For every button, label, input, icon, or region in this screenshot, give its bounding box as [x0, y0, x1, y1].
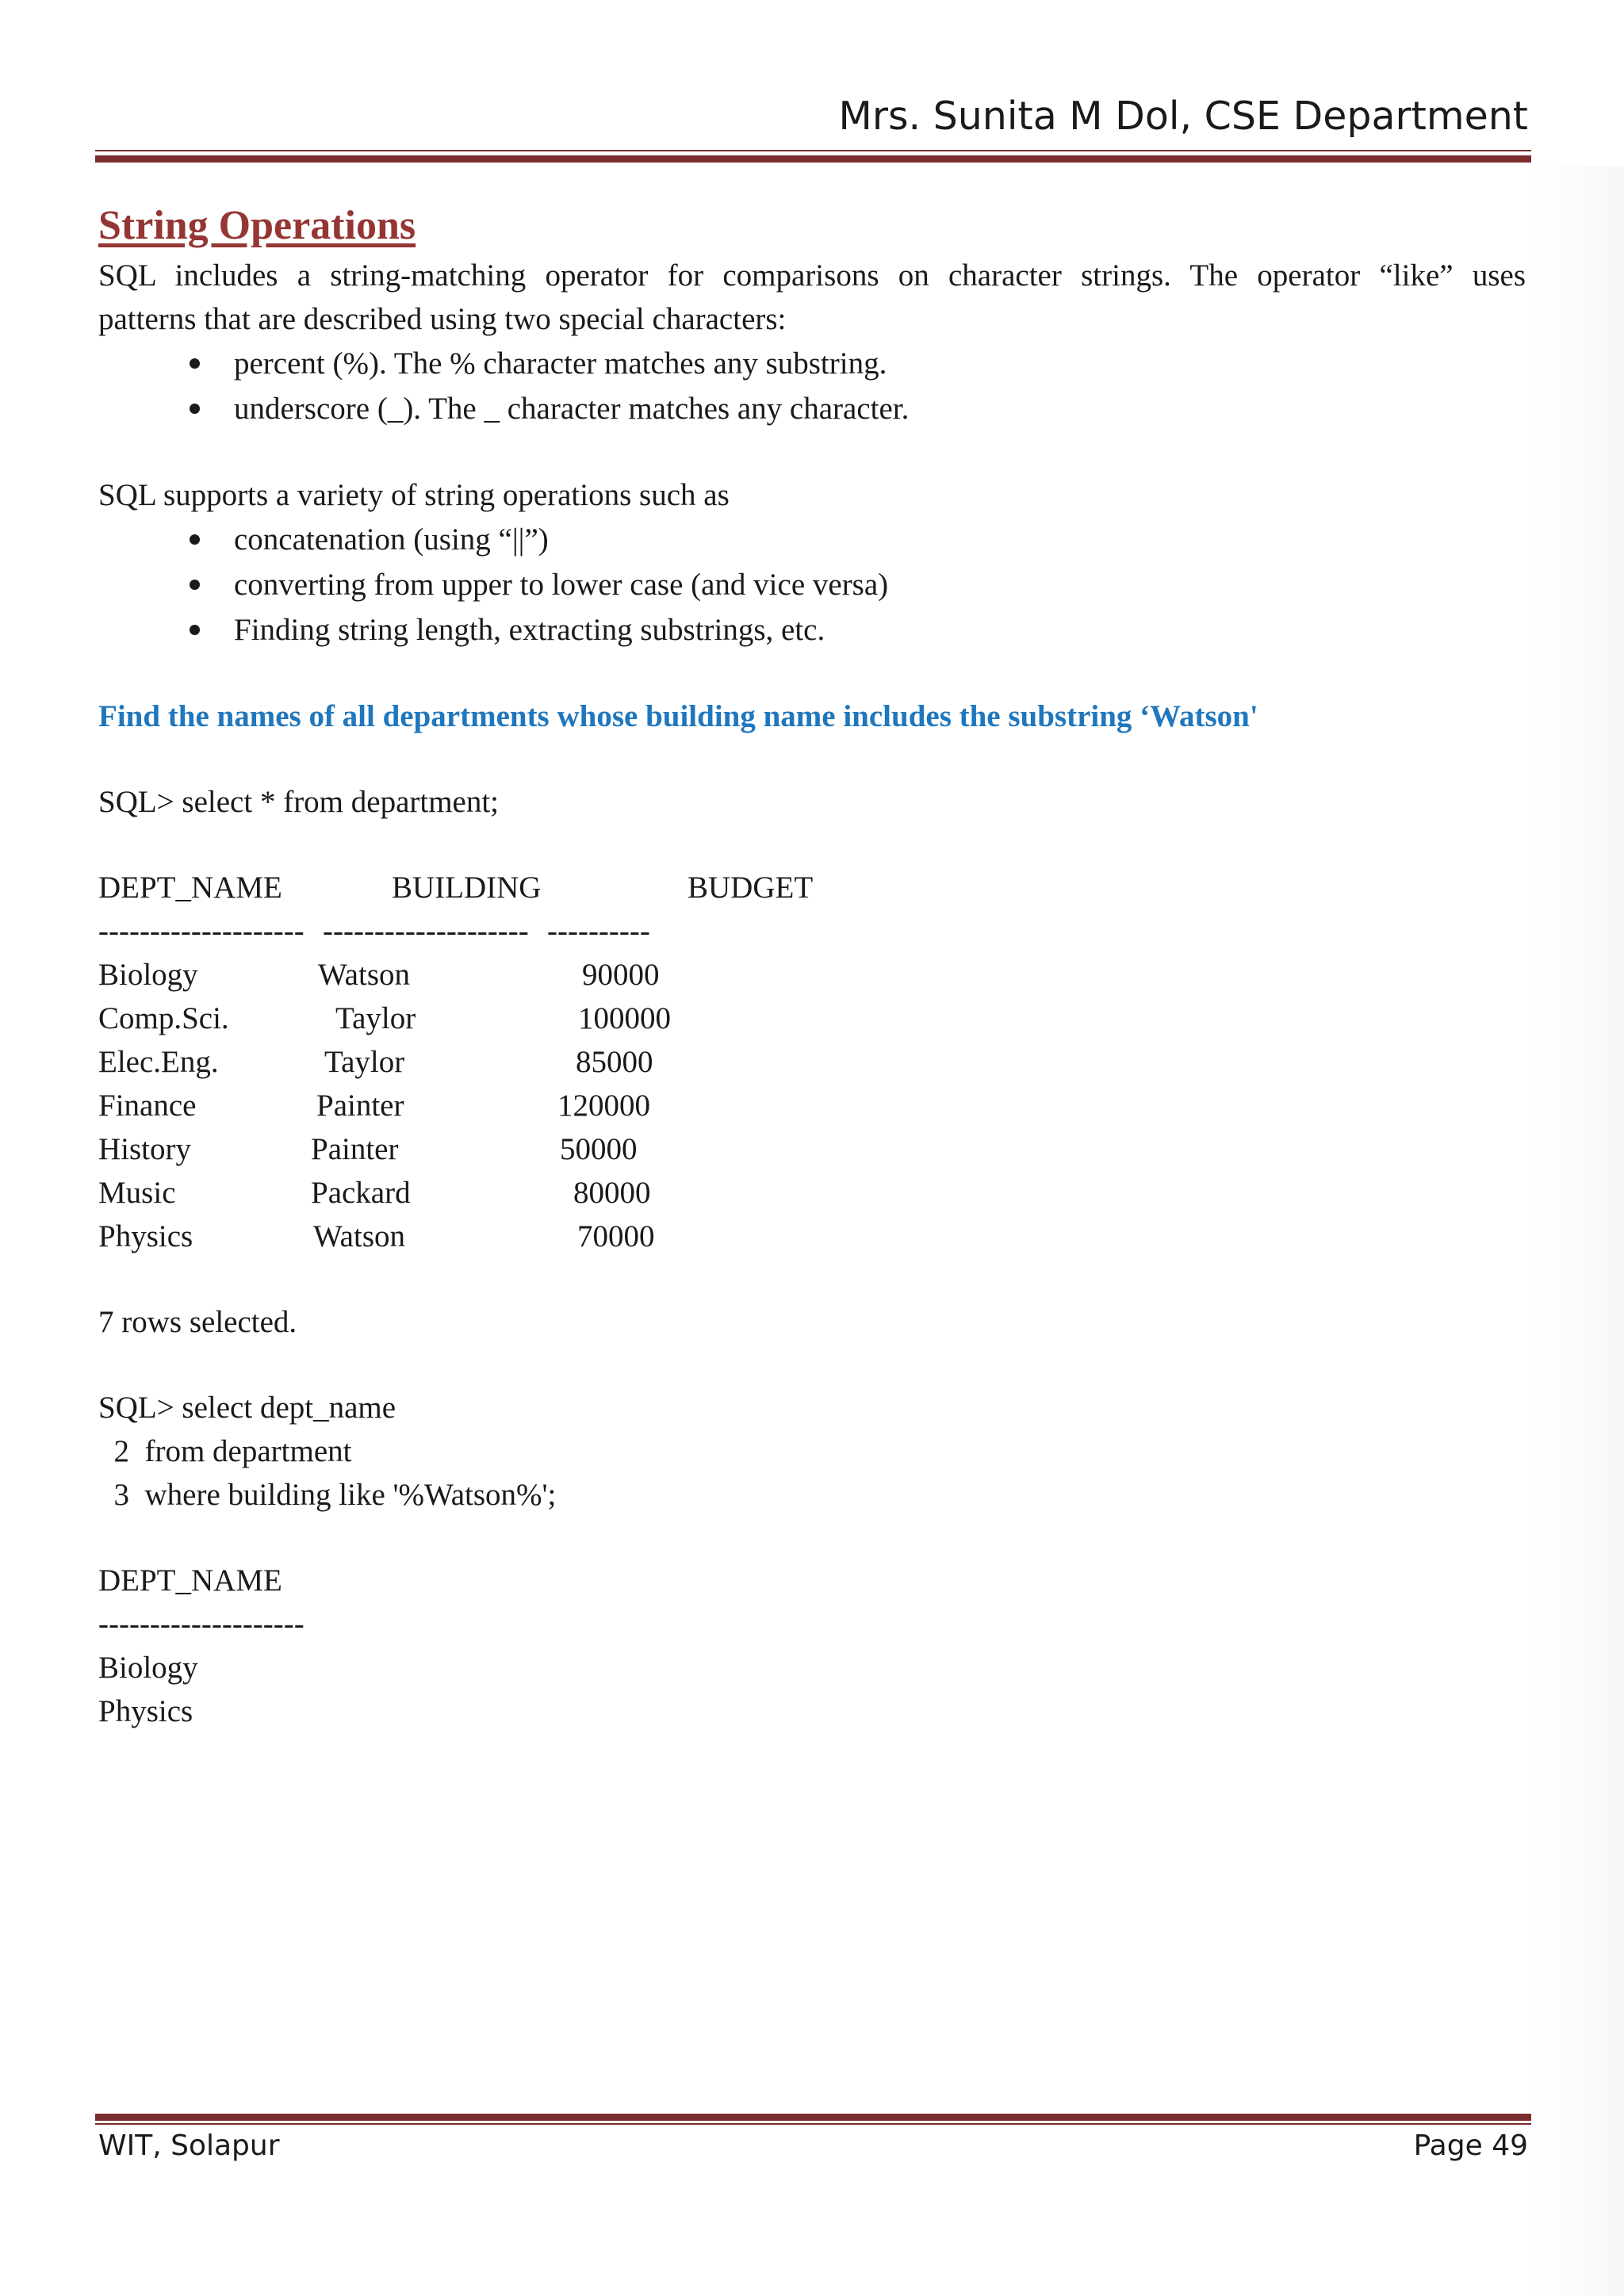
operations-list: [98, 517, 1526, 652]
table-row: Finance Painter 120000: [98, 1089, 650, 1123]
intro-paragraph: [98, 254, 1526, 341]
result-separator-row: [98, 909, 1526, 953]
page-content: [98, 198, 1526, 1733]
table-row: Physics: [98, 1694, 193, 1728]
bullet-icon: [190, 625, 200, 635]
list-item: Finding string length, extracting substrings, etc.: [98, 607, 1526, 652]
pattern-list: [98, 341, 1526, 431]
column-header: BUILDING: [392, 871, 542, 905]
separator: --------------------: [98, 1607, 304, 1641]
list-item: converting from upper to lower case (and vice versa): [98, 562, 1526, 607]
list-item: percent (%). The % character matches any substring.: [98, 341, 1526, 386]
list-item: underscore (_). The _ character matches any character.: [98, 386, 1526, 431]
result-header-row: [98, 866, 1526, 909]
intro-line-1: SQL includes a string-matching operator for comparisons on character strings. The operator “like” uses: [98, 258, 1526, 293]
list-item: concatenation (using “||”): [98, 517, 1526, 562]
ops-intro: SQL supports a variety of string operations such as: [98, 478, 730, 512]
separator: --------------------: [323, 914, 529, 948]
intro-line-2: patterns that are described using two special characters:: [98, 302, 787, 336]
page-number: Page 49: [1413, 2130, 1528, 2162]
query1-command: SQL> select * from department;: [98, 785, 500, 819]
question-heading: Find the names of all departments whose building name includes the substring ‘Watson': [98, 699, 1258, 733]
footer-rule-thin: [95, 2123, 1531, 2125]
section-title: String Operations: [98, 203, 416, 248]
query2-line: SQL> select dept_name: [98, 1391, 396, 1425]
column-header: DEPT_NAME: [98, 1563, 282, 1598]
rows-selected-note: 7 rows selected.: [98, 1305, 297, 1339]
bullet-icon: [190, 404, 200, 414]
header-rule-thick: [95, 155, 1531, 163]
query2-line: 2 from department: [98, 1434, 352, 1468]
separator: --------------------: [98, 914, 304, 948]
bullet-icon: [190, 580, 200, 590]
separator: ----------: [547, 914, 650, 948]
table-row: Physics Watson 70000: [98, 1219, 655, 1253]
table-row: History Painter 50000: [98, 1132, 638, 1166]
bullet-icon: [190, 358, 200, 369]
page-header: Mrs. Sunita M Dol, CSE Department: [838, 94, 1528, 139]
footer-institution: WIT, Solapur: [98, 2130, 280, 2162]
footer-rule-thick: [95, 2114, 1531, 2121]
table-row: Elec.Eng. Taylor 85000: [98, 1045, 653, 1079]
query2-line: 3 where building like '%Watson%';: [98, 1478, 557, 1512]
table-row: Biology Watson 90000: [98, 958, 660, 992]
column-header: DEPT_NAME: [98, 871, 282, 905]
table-row: Music Packard 80000: [98, 1176, 651, 1210]
page-edge-shade: [1529, 166, 1624, 2296]
column-header: BUDGET: [688, 871, 814, 905]
table-row: Biology: [98, 1651, 198, 1685]
bullet-icon: [190, 534, 200, 545]
table-row: Comp.Sci. Taylor 100000: [98, 1001, 671, 1035]
header-rule-thin: [95, 150, 1531, 151]
